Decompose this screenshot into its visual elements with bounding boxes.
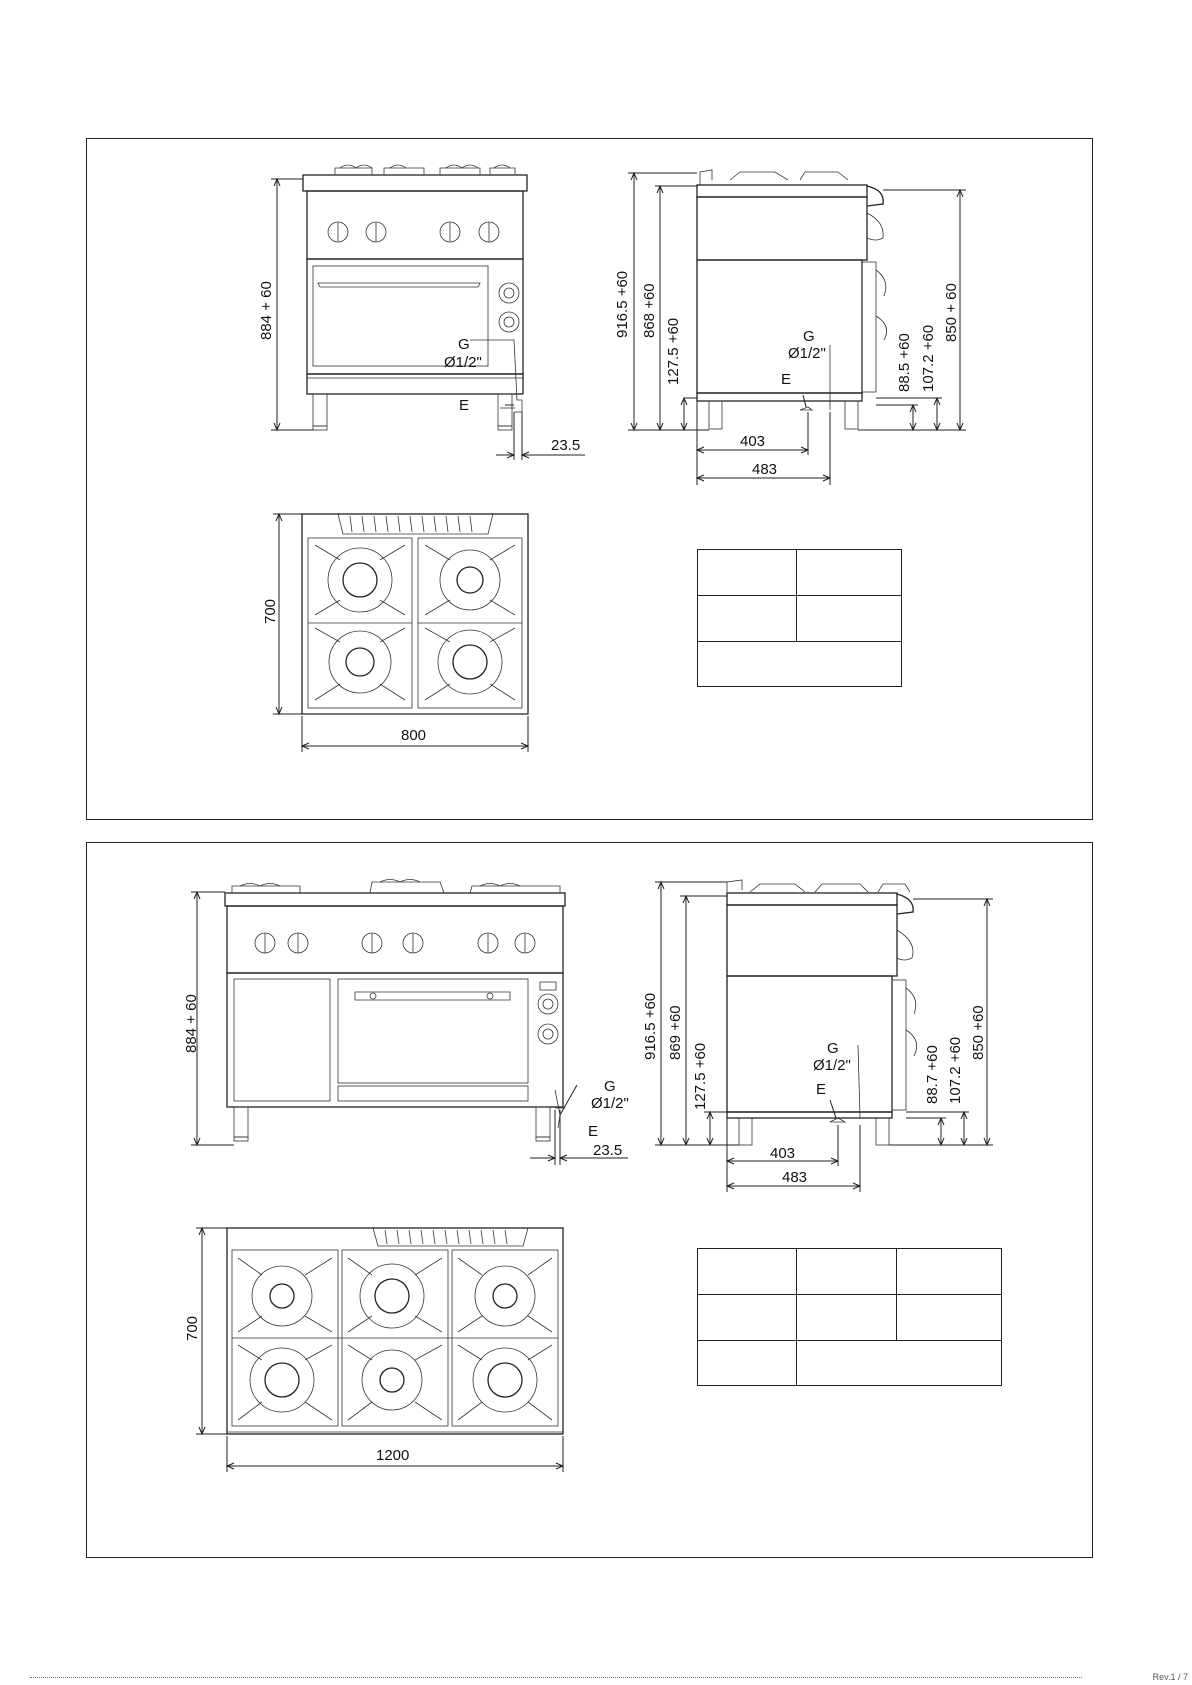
top-side-inlet-height: 127.5 +60 <box>665 317 682 385</box>
bottom-foot-offset-label: 23.5 <box>593 1142 623 1159</box>
bottom-gas-size-label: Ø1/2" <box>591 1095 629 1112</box>
bottom-side-e-label: E <box>816 1081 827 1098</box>
top-front-height-label: 884 + 60 <box>258 281 275 340</box>
bottom-gas-g-label: G <box>604 1078 616 1095</box>
bottom-side-depth-483: 483 <box>782 1169 808 1186</box>
bottom-front-height-label: 884 + 60 <box>183 994 200 1053</box>
bottom-side-size-label: Ø1/2" <box>813 1057 851 1074</box>
top-gas-g-label: G <box>458 336 470 353</box>
page-footer <box>0 1672 1192 1685</box>
top-side-size-label: Ø1/2" <box>788 345 826 362</box>
footer-rule <box>30 1677 1082 1678</box>
bottom-side-view <box>727 880 917 1145</box>
spec-cell <box>797 1341 1002 1386</box>
top-plan-width-label: 800 <box>401 727 427 744</box>
top-side-depth-403: 403 <box>740 433 766 450</box>
top-side-e-label: E <box>781 371 792 388</box>
bottom-side-r3-height: 88.7 +60 <box>924 1045 941 1104</box>
top-foot-offset-label: 23.5 <box>551 437 581 454</box>
spec-cell <box>698 1341 797 1386</box>
bottom-spec-table <box>697 1248 1002 1386</box>
top-side-right-height: 850 + 60 <box>943 283 960 342</box>
top-side-depth-483: 483 <box>752 461 778 478</box>
spec-cell <box>897 1295 1002 1341</box>
bottom-side-depth-403: 403 <box>770 1145 796 1162</box>
top-side-total-height: 916.5 +60 <box>614 270 631 338</box>
spec-cell <box>797 1249 897 1295</box>
bottom-side-right-height: 850 +60 <box>970 1005 987 1060</box>
bottom-side-top-height: 869 +60 <box>667 1005 684 1060</box>
spec-cell <box>698 1249 797 1295</box>
top-gas-size-label: Ø1/2" <box>444 354 482 371</box>
bottom-side-total-height: 916.5 +60 <box>642 992 659 1060</box>
top-side-g-label: G <box>803 328 815 345</box>
bottom-elec-e-label: E <box>588 1123 599 1140</box>
top-plan-depth-label: 700 <box>262 598 279 624</box>
top-side-top-height: 868 +60 <box>641 283 658 338</box>
spec-cell <box>897 1249 1002 1295</box>
top-side-r2-height: 107.2 +60 <box>920 324 937 392</box>
bottom-side-r2-height: 107.2 +60 <box>947 1036 964 1104</box>
top-side-r3-height: 88.5 +60 <box>896 333 913 392</box>
bottom-plan-depth-label: 700 <box>184 1315 201 1341</box>
spec-cell <box>698 1295 797 1341</box>
bottom-side-g-label: G <box>827 1040 839 1057</box>
bottom-plan-width-label: 1200 <box>376 1447 410 1464</box>
bottom-plan-view <box>227 1228 563 1434</box>
bottom-front-view <box>225 880 565 1142</box>
footer-code: Rev.1 / 7 <box>1152 1672 1188 1682</box>
top-elec-e-label: E <box>459 397 470 414</box>
spec-cell <box>797 1295 897 1341</box>
bottom-side-inlet-height: 127.5 +60 <box>692 1042 709 1110</box>
